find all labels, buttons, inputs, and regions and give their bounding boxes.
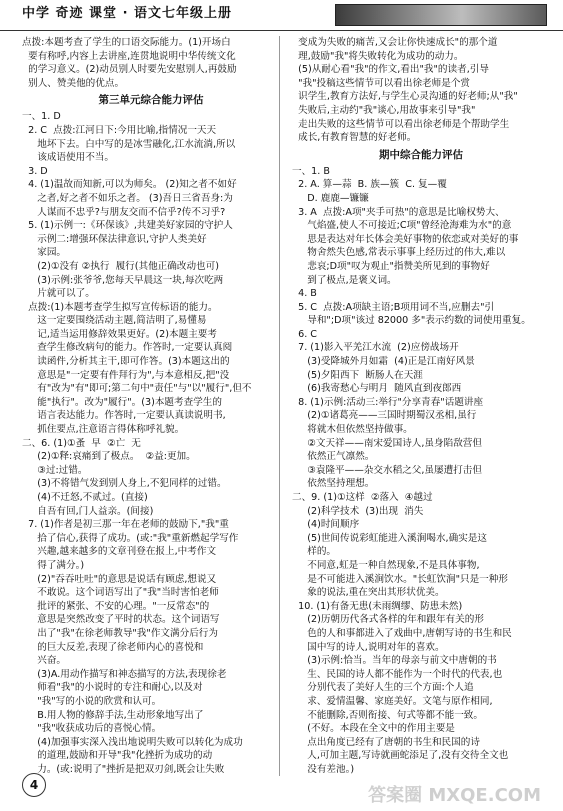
right-top-text: 变成为失败的痛苦,又会让你快速成长"的那个道 理,鼓励"我"将失败转化为成功的动力。 (5)从耐心看"我"的作文,看出"我"的读者,引导 "我"投稿这些情节可以看出徐老师是个赏 识学生,教育方法好,与学生心灵沟通的好老师;从"我" 失败后,主动约"我"谈心,用故事来引导"我" 走出失败的这些情节可以看出徐老师是个帮助学生 成长,有教育智慧的好老师。 xyxy=(298,37,518,144)
left-top-text: 点拨:本题考查了学生的口语交际能力。(1)开场白 要有称呼,内容上去讲座,连贯地说明中华传统文化 的学习意义。(2)动员别人时要先安慰别人,再鼓励 别人、赞美他的优点。 xyxy=(22,37,237,89)
header-banner-image xyxy=(335,4,547,26)
left-section-title: 第三单元综合能力评估 xyxy=(98,94,204,107)
right-column xyxy=(292,36,550,776)
page-number: 4 xyxy=(22,773,46,797)
header-title: 中学 奇迹 课堂 · 语文七年级上册 xyxy=(22,6,233,21)
right-body-text: 一、1. B 2. A. 算—蒜 B. 族—簇 C. 复—覆 D. 鹿鹿—镰镰 3. A 点拨:A项"夹手可热"的意思是比喻权势大、 气焰盛,使人不可接近;C项"曾经沧海难为水"的意 思是表达对年长体会美好事物的依恋或对美好的事 物舍然失色感,常表示事事上经历过的伟大,难以 悲哀;D项"叹为观止"指赞美所见到的事物好 到了极点,是褒义词。 4. B 5. C 点拨:A项缺主语;B项用词不当,应删去"引 导和";D项"该过 82000 多"表示约数的词使用重复。 6. C 7. (1)影入平羌江水流 (2)应傍战场开 (3)受降城外月如霜 (4)正是江南好风景 (5)夕阳西下 断肠人在天涯 (6)我寄愁心与明月 随风直到夜郎西 8. (1)示例:活动三:举行"分享青春"话题讲座 (2)①诸葛亮——三国时期蜀汉丞相,虽行 将就木但依然坚持做事。 ②文天祥——南宋爱国诗人,虽身陷敌营但 依然正气凛然。 ③袁隆平——杂交水稻之父,虽屡遭打击但 依然坚持理想。 二、9. (1)①这样 ②落入 ④越过 (2)科学技术 (3)出现 消失 (4)时间顺序 (5)世间传说彩虹能进入溪涧喝水,确实是这 样的。 不同意,虹是一种自然现象,不是具体事物, 是不可能进入溪涧饮水。"长虹饮涧"只是一种形 象的说法,重在突出其形状优美。 10. (1)有备无患(未雨绸缪、防患未然) (2)历朝历代各式各样的年和跟年有关的形 色的人和事都进入了戏曲中,唐朝写诗的书生和民 国中写的诗人,说明对年的喜欢。 (3)示例:恰当。当年的母亲与前文中唐朝的书 生、民国的诗人都不能作为一个时代的代表,也 分别代表了美好人生的三个方面:个人追 求、爱情温馨、家庭美好。文笔与原作相同, 不能删除,否则衔接、句式等都不能一致。 (不好。本段在全文中的作用主要是 点出角度已经有了唐朝的书生和民国的诗 人,可加主题,写诗就画蛇添足了,没有交待全文也 没有差池。) xyxy=(292,165,531,775)
left-column xyxy=(22,36,280,776)
watermark: 答案圈 MXQE.COM xyxy=(368,785,541,806)
right-section-title: 期中综合能力评估 xyxy=(379,148,463,161)
left-body-text: 一、1. D 2. C 点拨:江河日下:今用比喻,指情况一天天 地坏下去。白中写的是冰雪融化,江水流淌,所以 该成语使用不当。 3. D 4. (1)温故而知新,可以为师矣。 (2)知之者不如好 之者,好之者不如乐之者。 (3)吾日三省吾身:为 人谋而不忠乎?与朋友交而不信乎?传不习乎? 5. (1)示例一:《环保该》,共建美好家园的守护人 示例二:增强环保法律意识,守护人类美好 家园。 (2)①没有 ②执行 履行(其他正确改动也可) (3)示例:张爷爷,您每天早晨这一块,每次吃两 片就可以了。 点拨:(1)本题考查学生拟写宣传标语的能力。 这一定要围绕活动主题,简洁明了,易懂易 记,适当运用修辞效果更好。(2)本题主要考 查学生修改病句的能力。作答时,一定要认真阅 读函件,分析其主干,即可作答。(3)本题这出的 意思是"一定要有件拜行为",与本意相反,把"没 有"改为"有"即可;第二句中"责任"与"以"履行",但不 能"执行"。改为"履行"。(3)本题考查学生的 语言表达能力。作答时,一定要认真读说明书, 抓住要点,注意语言得体称呼礼貌。 二、6. (1)①蚤 早 ②亡 无 (2)①释:哀痛到了极点。 ②益:更加。 ③过:过错。 (3)不将错气发到别人身上,不犯同样的过错。 (4)不迁怒,不贰过。(直接) 自吾有回,门人益亲。(间接) 7. (1)作者是初三那一年在老师的鼓励下,"我"重 拾了信心,获得了成功。(或:"我"重新燃起学写作 兴趣,越来越多的文章刊登在报上,中考作文 得了满分。) (2)"吞吞吐吐"的意思是说话有顾虑,想说又 不敢说。这个词语写出了"我"当时害怕老师 批评的紧张、不安的心理。"一反常态"的 意思是突然改变了平时的状态。这个词语写 出了"我"在徐老师教导"我"作文满分后行为 的巨大反差,表现了徐老师内心的喜悦和 兴奋。 (3)A.用动作描写和神态描写的方法,表现徐老 师看"我"的小说时的专注和耐心,以及对 "我"写的小说的欣赏和认可。 B.用人物的修辞手法,生动形象地写出了 "我"收获成功后的喜悦心情。 (4)加强事实深入浅出地说明失败可以转化为成功 的道理,鼓励和开导"我"化挫折为成功的动 力。(或:说明了"挫折是把双刃剑,既会让失败 xyxy=(22,111,252,775)
page-header xyxy=(0,0,563,31)
